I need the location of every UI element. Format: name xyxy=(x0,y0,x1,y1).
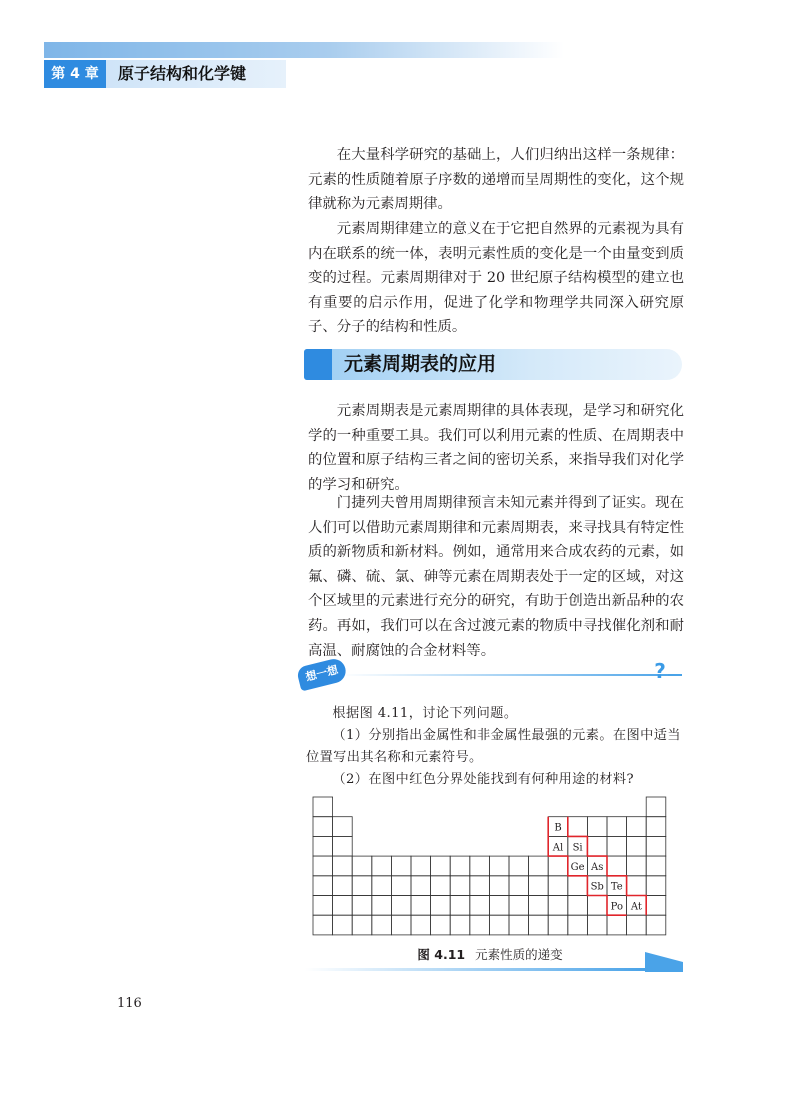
table-cell xyxy=(411,915,431,935)
table-cell xyxy=(450,876,470,896)
table-cell xyxy=(450,896,470,916)
table-cell xyxy=(333,896,353,916)
chapter-number: 第 4 章 xyxy=(44,60,106,88)
table-cell xyxy=(372,876,392,896)
table-cell xyxy=(450,915,470,935)
table-cell xyxy=(587,836,607,856)
page-number: 116 xyxy=(117,996,142,1011)
table-cell xyxy=(489,915,509,935)
think-prompt: 根据图 4.11，讨论下列问题。 xyxy=(332,706,518,721)
figure-caption xyxy=(305,944,675,966)
caption-arrow-icon xyxy=(645,952,683,972)
table-cell xyxy=(431,856,451,876)
element-symbol: Sb xyxy=(590,881,604,893)
chapter-header-band xyxy=(44,42,564,58)
paragraph-periodic-law: 在大量科学研究的基础上，人们归纳出这样一条规律：元素的性质随着原子序数的递增而呈周期性的变化，这个规律就称为元素周期律。 xyxy=(308,147,684,213)
table-cell xyxy=(646,915,666,935)
table-cell xyxy=(568,915,588,935)
table-cell xyxy=(470,856,490,876)
table-cell xyxy=(333,836,353,856)
table-cell xyxy=(587,817,607,837)
think-question-2: （2）在图中红色分界处能找到有何种用途的材料? xyxy=(332,772,634,787)
table-cell xyxy=(313,817,333,837)
think-question-1: （1）分别指出金属性和非金属性最强的元素。在图中适当位置写出其名称和元素符号。 xyxy=(306,728,681,765)
table-cell xyxy=(607,836,627,856)
table-cell xyxy=(313,836,333,856)
table-cell xyxy=(489,896,509,916)
table-cell xyxy=(391,856,411,876)
periodic-table-outline xyxy=(312,796,670,939)
chapter-title: 原子结构和化学键 xyxy=(106,60,286,88)
think-badge: 想一想 xyxy=(296,657,348,692)
table-cell xyxy=(489,876,509,896)
table-cell xyxy=(548,856,568,876)
table-cell xyxy=(568,817,588,837)
element-symbol: As xyxy=(591,861,604,873)
table-cell xyxy=(568,876,588,896)
table-cell xyxy=(646,836,666,856)
table-cell xyxy=(391,876,411,896)
table-cell xyxy=(470,915,490,935)
element-symbol: Ge xyxy=(570,861,585,873)
think-box-rule xyxy=(340,674,678,676)
table-cell xyxy=(431,896,451,916)
section-heading-tab xyxy=(304,349,332,380)
table-cell xyxy=(509,856,529,876)
table-cell xyxy=(646,856,666,876)
table-cell xyxy=(391,896,411,916)
table-cell xyxy=(548,896,568,916)
table-cell xyxy=(529,856,549,876)
table-cell xyxy=(313,797,333,817)
table-cell xyxy=(431,915,451,935)
table-cell xyxy=(607,817,627,837)
element-symbol: Po xyxy=(610,901,623,913)
question-mark-icon: ? xyxy=(654,659,666,683)
table-cell xyxy=(548,915,568,935)
table-cell xyxy=(627,836,647,856)
table-cell xyxy=(607,915,627,935)
table-cell xyxy=(627,915,647,935)
element-symbol: Al xyxy=(552,842,564,854)
table-cell xyxy=(509,915,529,935)
table-cell xyxy=(568,896,588,916)
table-cell xyxy=(509,896,529,916)
table-cell xyxy=(313,876,333,896)
table-cell xyxy=(372,856,392,876)
table-cell xyxy=(627,876,647,896)
table-cell xyxy=(548,876,568,896)
table-cell xyxy=(489,856,509,876)
element-symbol: At xyxy=(630,901,642,913)
table-cell xyxy=(333,856,353,876)
think-box-rule-end xyxy=(668,674,682,676)
table-cell xyxy=(646,817,666,837)
table-cell xyxy=(646,876,666,896)
table-cell xyxy=(313,856,333,876)
table-cell xyxy=(587,915,607,935)
table-cell xyxy=(646,896,666,916)
table-cell xyxy=(529,915,549,935)
table-cell xyxy=(372,896,392,916)
caption-rule xyxy=(305,968,645,971)
table-cell xyxy=(352,876,372,896)
table-cell xyxy=(529,896,549,916)
table-cell xyxy=(470,876,490,896)
table-cell xyxy=(411,896,431,916)
table-cell xyxy=(313,915,333,935)
table-cell xyxy=(646,797,666,817)
paragraph-new-materials: 门捷列夫曾用周期律预言未知元素并得到了证实。现在人们可以借助元素周期律和元素周期表，来寻找具有特定性质的新物质和新材料。例如，通常用来合成农药的元素，如氟、磷、硫、氯、砷等元素在周期表处于一定的区域，对这个区域里的元素进行充分的研究，有助于创造出新品种的农药。再如，我们可以在含过渡元素的物质中寻找催化剂和耐高温、耐腐蚀的合金材料等。 xyxy=(308,495,684,659)
table-cell xyxy=(627,817,647,837)
table-cell xyxy=(411,876,431,896)
table-cell xyxy=(509,876,529,896)
paragraph-table-tool: 元素周期表是元素周期律的具体表现，是学习和研究化学的一种重要工具。我们可以利用元素的性质、在周期表中的位置和原子结构三者之间的密切关系，来指导我们对化学的学习和研究。 xyxy=(308,403,684,493)
table-cell xyxy=(627,856,647,876)
section-title: 元素周期表的应用 xyxy=(344,353,497,375)
table-cell xyxy=(352,915,372,935)
element-symbol: Te xyxy=(610,881,623,893)
figure-number: 图 4.11 xyxy=(417,947,466,962)
figure-caption-text: 元素性质的递变 xyxy=(475,947,563,962)
table-cell xyxy=(372,915,392,935)
table-cell xyxy=(470,896,490,916)
table-cell xyxy=(607,856,627,876)
table-cell xyxy=(333,915,353,935)
table-cell xyxy=(352,856,372,876)
table-cell xyxy=(313,896,333,916)
table-cell xyxy=(352,896,372,916)
table-cell xyxy=(391,915,411,935)
table-cell xyxy=(587,896,607,916)
table-cell xyxy=(333,817,353,837)
table-cell xyxy=(333,876,353,896)
element-symbol: Si xyxy=(572,842,583,854)
table-cell xyxy=(450,856,470,876)
table-cell xyxy=(431,876,451,896)
paragraph-law-significance: 元素周期律建立的意义在于它把自然界的元素视为具有内在联系的统一体，表明元素性质的变化是一个由量变到质变的过程。元素周期律对于 20 世纪原子结构模型的建立也有重要的启示作用，促进了化学和物理学共同深入研究原子、分子的结构和性质。 xyxy=(308,221,684,336)
table-cell xyxy=(529,876,549,896)
table-cell xyxy=(411,856,431,876)
element-symbol: B xyxy=(554,822,562,834)
